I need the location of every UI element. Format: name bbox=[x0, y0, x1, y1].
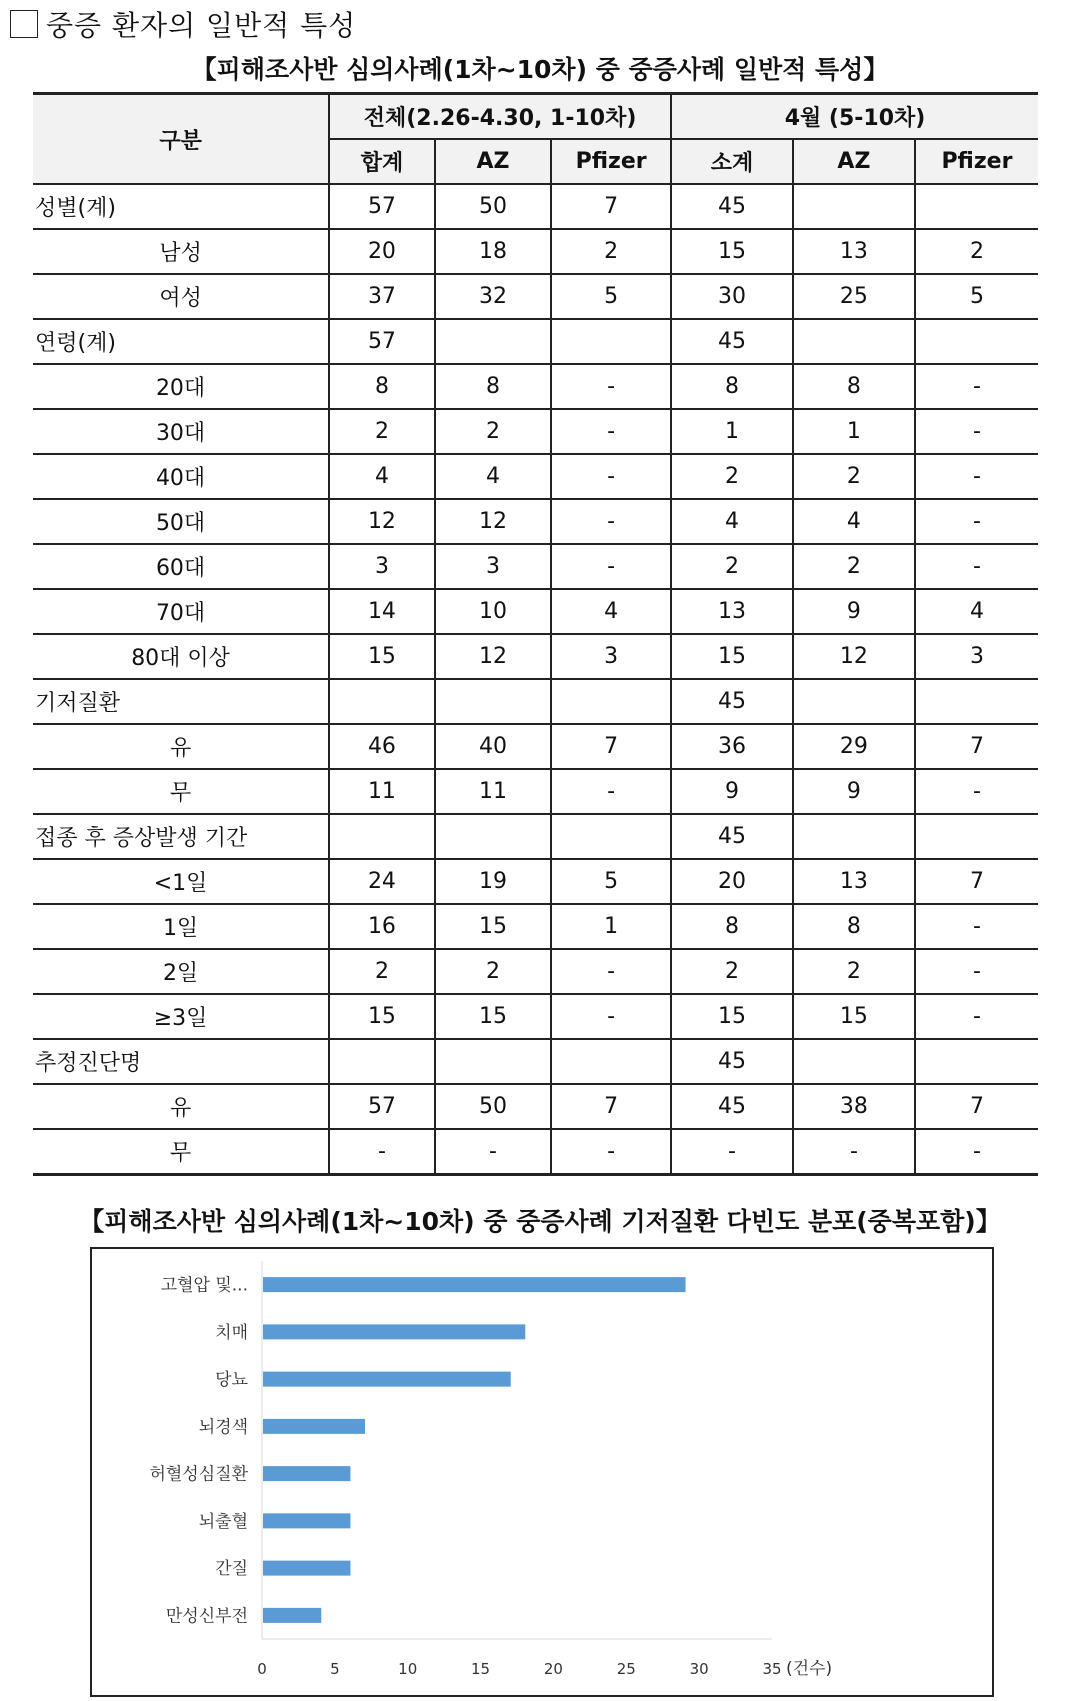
bar-chart-svg bbox=[92, 1249, 992, 1695]
chart-caption: 【피해조사반 심의사례(1차~10차) 중 중증사례 기저질환 다빈도 분포(중복포함)】 bbox=[79, 1207, 1001, 1236]
category-label: 기저질환 bbox=[33, 679, 329, 724]
table-caption: 【피해조사반 심의사례(1차~10차) 중 중증사례 일반적 특성】 bbox=[191, 55, 889, 84]
bar-chart bbox=[90, 1247, 994, 1697]
table-cell: 50 bbox=[435, 184, 552, 229]
row-label: <1일 bbox=[33, 859, 329, 904]
col-header: 소계 bbox=[671, 139, 793, 184]
category-tick-label: 간질 bbox=[215, 1559, 248, 1580]
bar bbox=[263, 1608, 321, 1623]
row-label: ≥3일 bbox=[33, 994, 329, 1039]
group-header-april: 4월 (5-10차) bbox=[671, 94, 1038, 140]
table-cell: 15 bbox=[793, 994, 915, 1039]
table-row bbox=[33, 499, 1038, 544]
table-cell: - bbox=[915, 949, 1038, 994]
x-unit-label: (건수) bbox=[786, 1659, 833, 1679]
table-row bbox=[33, 1084, 1038, 1129]
table-cell: 15 bbox=[329, 634, 435, 679]
table-row bbox=[33, 229, 1038, 274]
table-cell bbox=[915, 679, 1038, 724]
table-cell bbox=[329, 1039, 435, 1084]
table-row bbox=[33, 319, 1038, 364]
row-label: 무 bbox=[33, 1129, 329, 1175]
table-cell: - bbox=[551, 994, 671, 1039]
category-tick-label: 당뇨 bbox=[215, 1370, 248, 1391]
table-row bbox=[33, 949, 1038, 994]
table-cell: 57 bbox=[329, 184, 435, 229]
group-header-all: 전체(2.26-4.30, 1-10차) bbox=[329, 94, 671, 140]
table-cell: 13 bbox=[793, 859, 915, 904]
table-cell: 45 bbox=[671, 679, 793, 724]
category-tick-label: 허혈성심질환 bbox=[149, 1464, 248, 1485]
x-tick-label: 30 bbox=[689, 1660, 709, 1678]
table-cell: 2 bbox=[329, 949, 435, 994]
table-cell: 16 bbox=[329, 904, 435, 949]
table-cell: 1 bbox=[551, 904, 671, 949]
table-cell bbox=[915, 184, 1038, 229]
row-label: 남성 bbox=[33, 229, 329, 274]
table-cell bbox=[435, 319, 552, 364]
table-cell bbox=[435, 679, 552, 724]
table-cell: 8 bbox=[793, 364, 915, 409]
table-cell bbox=[435, 814, 552, 859]
table-cell: 4 bbox=[329, 454, 435, 499]
x-tick-label: 15 bbox=[471, 1660, 491, 1678]
table-cell: 13 bbox=[671, 589, 793, 634]
col-header: Pfizer bbox=[551, 139, 671, 184]
table-cell: 3 bbox=[435, 544, 552, 589]
table-cell: - bbox=[671, 1129, 793, 1175]
bar bbox=[263, 1372, 511, 1387]
table-cell: 2 bbox=[329, 409, 435, 454]
table-cell: 45 bbox=[671, 1039, 793, 1084]
table-row bbox=[33, 364, 1038, 409]
table-cell: 8 bbox=[793, 904, 915, 949]
col-header: Pfizer bbox=[915, 139, 1038, 184]
table-cell: 2 bbox=[551, 229, 671, 274]
table-cell: 4 bbox=[435, 454, 552, 499]
table-cell: - bbox=[915, 364, 1038, 409]
bar bbox=[263, 1561, 350, 1576]
table-cell: 36 bbox=[671, 724, 793, 769]
table-cell: 3 bbox=[551, 634, 671, 679]
row-label: 70대 bbox=[33, 589, 329, 634]
category-label: 추정진단명 bbox=[33, 1039, 329, 1084]
table-cell: - bbox=[915, 994, 1038, 1039]
table-cell bbox=[793, 1039, 915, 1084]
row-label: 20대 bbox=[33, 364, 329, 409]
table-cell: 2 bbox=[671, 949, 793, 994]
table-cell bbox=[329, 679, 435, 724]
table-cell bbox=[915, 814, 1038, 859]
table-row bbox=[33, 859, 1038, 904]
table-row bbox=[33, 679, 1038, 724]
table-cell: - bbox=[915, 454, 1038, 499]
row-label: 60대 bbox=[33, 544, 329, 589]
table-cell: 4 bbox=[915, 589, 1038, 634]
row-label: 유 bbox=[33, 1084, 329, 1129]
table-cell: 3 bbox=[329, 544, 435, 589]
category-tick-label: 뇌경색 bbox=[198, 1417, 248, 1438]
table-cell: 7 bbox=[915, 724, 1038, 769]
table-cell: - bbox=[915, 544, 1038, 589]
x-tick-label: 5 bbox=[330, 1660, 340, 1678]
x-tick-label: 10 bbox=[398, 1660, 418, 1678]
table-cell bbox=[793, 814, 915, 859]
table-cell: 2 bbox=[793, 544, 915, 589]
table-cell: 7 bbox=[551, 1084, 671, 1129]
table-cell: 8 bbox=[671, 364, 793, 409]
table-cell: 8 bbox=[329, 364, 435, 409]
col-header: 합계 bbox=[329, 139, 435, 184]
table-cell: 40 bbox=[435, 724, 552, 769]
category-label: 성별(계) bbox=[33, 184, 329, 229]
table-cell: 2 bbox=[793, 454, 915, 499]
table-cell: 8 bbox=[671, 904, 793, 949]
table-cell: - bbox=[915, 499, 1038, 544]
table-row bbox=[33, 769, 1038, 814]
table-row bbox=[33, 184, 1038, 229]
table-cell bbox=[915, 1039, 1038, 1084]
table-cell: 57 bbox=[329, 1084, 435, 1129]
table-cell: 11 bbox=[435, 769, 552, 814]
bar bbox=[263, 1513, 350, 1528]
table-cell: 46 bbox=[329, 724, 435, 769]
table-cell: - bbox=[915, 1129, 1038, 1175]
table-cell: 5 bbox=[551, 859, 671, 904]
checkbox-square-icon bbox=[10, 10, 38, 38]
table-row bbox=[33, 589, 1038, 634]
row-label: 40대 bbox=[33, 454, 329, 499]
table-cell: 5 bbox=[551, 274, 671, 319]
table-cell: 45 bbox=[671, 184, 793, 229]
table-cell: 19 bbox=[435, 859, 552, 904]
row-label: 1일 bbox=[33, 904, 329, 949]
table-cell: - bbox=[329, 1129, 435, 1175]
table-row bbox=[33, 1129, 1038, 1175]
table-cell: 4 bbox=[551, 589, 671, 634]
table-cell: 11 bbox=[329, 769, 435, 814]
table-cell: 57 bbox=[329, 319, 435, 364]
table-cell: 37 bbox=[329, 274, 435, 319]
table-cell: 45 bbox=[671, 1084, 793, 1129]
table-cell: 9 bbox=[793, 769, 915, 814]
row-label: 50대 bbox=[33, 499, 329, 544]
table-cell: 15 bbox=[435, 904, 552, 949]
stats-table bbox=[33, 92, 1038, 1176]
table-cell: 7 bbox=[551, 184, 671, 229]
table-cell: 15 bbox=[329, 994, 435, 1039]
section-heading bbox=[10, 4, 356, 44]
category-label: 접종 후 증상발생 기간 bbox=[33, 814, 329, 859]
table-cell: - bbox=[551, 454, 671, 499]
bar bbox=[263, 1277, 686, 1292]
table-cell: 7 bbox=[915, 859, 1038, 904]
table-cell: 15 bbox=[671, 229, 793, 274]
row-label: 무 bbox=[33, 769, 329, 814]
table-row bbox=[33, 724, 1038, 769]
bar bbox=[263, 1419, 365, 1434]
table-cell: - bbox=[915, 769, 1038, 814]
table-cell: 2 bbox=[671, 454, 793, 499]
table-cell: 12 bbox=[329, 499, 435, 544]
table-cell: 20 bbox=[671, 859, 793, 904]
table-cell: - bbox=[551, 499, 671, 544]
row-label: 80대 이상 bbox=[33, 634, 329, 679]
table-cell: - bbox=[435, 1129, 552, 1175]
table-row bbox=[33, 904, 1038, 949]
table-cell: - bbox=[915, 409, 1038, 454]
table-cell bbox=[793, 319, 915, 364]
table-cell bbox=[551, 814, 671, 859]
table-cell: 15 bbox=[671, 634, 793, 679]
x-tick-label: 25 bbox=[616, 1660, 636, 1678]
table-cell: 14 bbox=[329, 589, 435, 634]
table-cell: 15 bbox=[671, 994, 793, 1039]
category-tick-label: 치매 bbox=[215, 1322, 248, 1343]
table-cell: 7 bbox=[915, 1084, 1038, 1129]
table-cell: 9 bbox=[793, 589, 915, 634]
row-label: 30대 bbox=[33, 409, 329, 454]
table-cell: 5 bbox=[915, 274, 1038, 319]
table-cell: 50 bbox=[435, 1084, 552, 1129]
table-cell: - bbox=[551, 409, 671, 454]
x-tick-label: 20 bbox=[543, 1660, 563, 1678]
table-cell: 3 bbox=[915, 634, 1038, 679]
table-cell: - bbox=[551, 949, 671, 994]
category-tick-label: 고혈압 및... bbox=[160, 1275, 248, 1296]
section-heading-text: 중증 환자의 일반적 특성 bbox=[46, 9, 357, 42]
table-cell: 10 bbox=[435, 589, 552, 634]
table-cell: - bbox=[551, 769, 671, 814]
corner-header: 구분 bbox=[33, 94, 329, 185]
col-header: AZ bbox=[793, 139, 915, 184]
table-cell: 20 bbox=[329, 229, 435, 274]
table-cell bbox=[435, 1039, 552, 1084]
table-cell: 24 bbox=[329, 859, 435, 904]
row-label: 유 bbox=[33, 724, 329, 769]
table-cell: 2 bbox=[915, 229, 1038, 274]
x-tick-label: 35 bbox=[762, 1660, 782, 1678]
table-row bbox=[33, 544, 1038, 589]
table-cell bbox=[915, 319, 1038, 364]
category-tick-label: 만성신부전 bbox=[165, 1606, 248, 1627]
table-cell: 2 bbox=[793, 949, 915, 994]
table-cell bbox=[551, 319, 671, 364]
table-cell bbox=[793, 184, 915, 229]
table-cell: 45 bbox=[671, 814, 793, 859]
table-cell: 45 bbox=[671, 319, 793, 364]
table-cell: 12 bbox=[435, 499, 552, 544]
col-header: AZ bbox=[435, 139, 552, 184]
table-cell: 2 bbox=[671, 544, 793, 589]
table-row bbox=[33, 994, 1038, 1039]
table-cell: - bbox=[551, 364, 671, 409]
table-cell: 12 bbox=[793, 634, 915, 679]
table-row bbox=[33, 1039, 1038, 1084]
table-cell: 18 bbox=[435, 229, 552, 274]
category-tick-label: 뇌출혈 bbox=[198, 1511, 248, 1532]
table-cell: 15 bbox=[435, 994, 552, 1039]
table-cell bbox=[551, 1039, 671, 1084]
table-cell: 2 bbox=[435, 949, 552, 994]
table-cell: 32 bbox=[435, 274, 552, 319]
table-cell: 29 bbox=[793, 724, 915, 769]
table-cell: 12 bbox=[435, 634, 552, 679]
bar bbox=[263, 1324, 525, 1339]
table-cell: - bbox=[551, 1129, 671, 1175]
table-cell: 8 bbox=[435, 364, 552, 409]
row-label: 2일 bbox=[33, 949, 329, 994]
table-cell: 1 bbox=[793, 409, 915, 454]
table-cell: 7 bbox=[551, 724, 671, 769]
table-cell bbox=[329, 814, 435, 859]
table-cell: - bbox=[915, 904, 1038, 949]
x-tick-label: 0 bbox=[257, 1660, 267, 1678]
table-row bbox=[33, 274, 1038, 319]
table-row bbox=[33, 409, 1038, 454]
table-cell: 25 bbox=[793, 274, 915, 319]
table-row bbox=[33, 814, 1038, 859]
table-cell: 4 bbox=[671, 499, 793, 544]
table-cell: 13 bbox=[793, 229, 915, 274]
table-row bbox=[33, 454, 1038, 499]
category-label: 연령(계) bbox=[33, 319, 329, 364]
table-cell: - bbox=[551, 544, 671, 589]
row-label: 여성 bbox=[33, 274, 329, 319]
table-cell bbox=[793, 679, 915, 724]
table-cell: 30 bbox=[671, 274, 793, 319]
table-cell: 2 bbox=[435, 409, 552, 454]
table-cell bbox=[551, 679, 671, 724]
table-cell: 38 bbox=[793, 1084, 915, 1129]
table-cell: 9 bbox=[671, 769, 793, 814]
table-cell: - bbox=[793, 1129, 915, 1175]
table-row bbox=[33, 634, 1038, 679]
table-cell: 1 bbox=[671, 409, 793, 454]
bar bbox=[263, 1466, 350, 1481]
table-cell: 4 bbox=[793, 499, 915, 544]
